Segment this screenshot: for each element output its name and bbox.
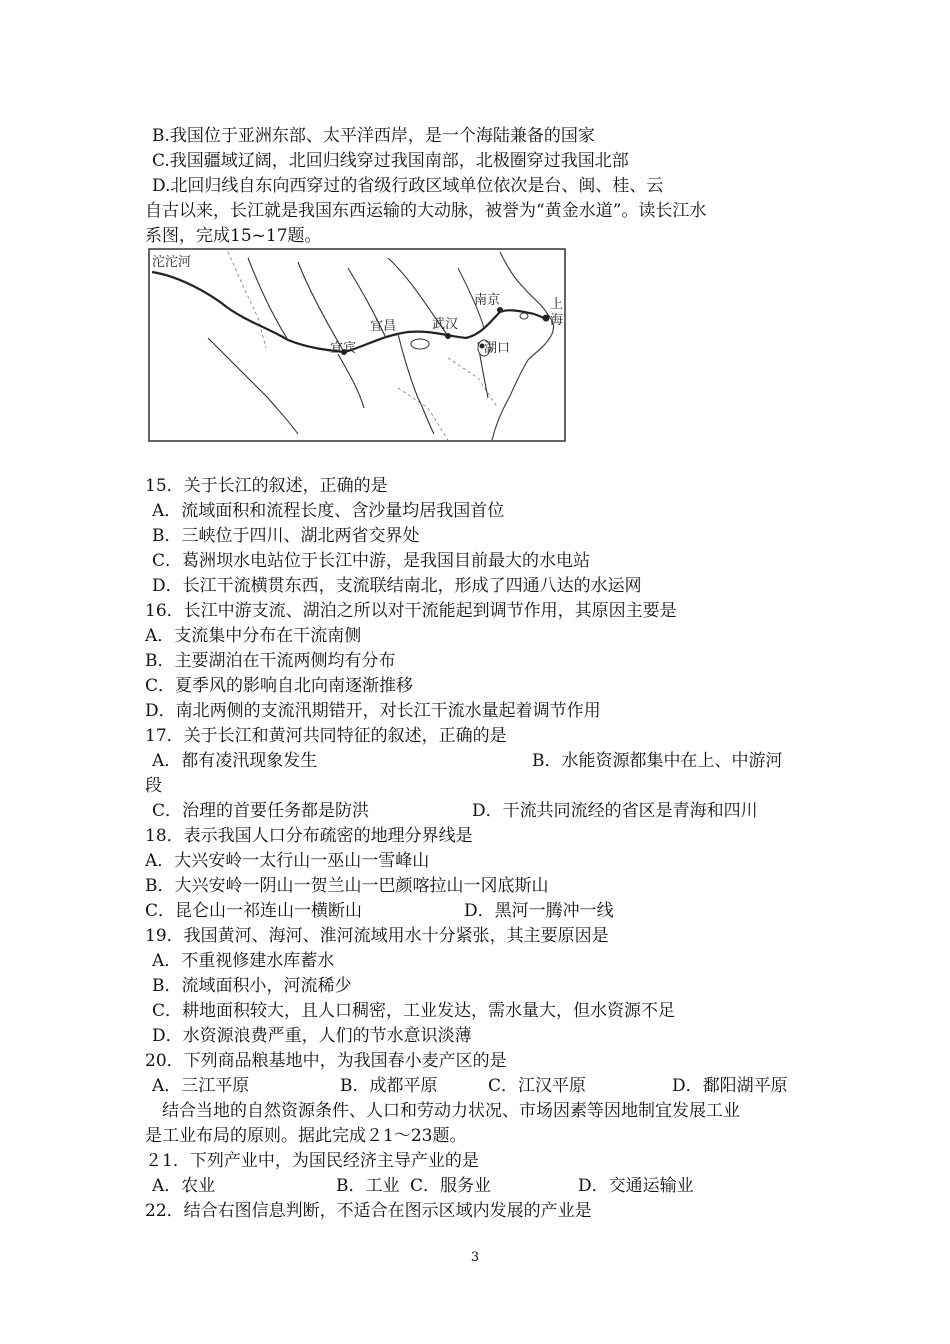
q21-stem: ２1．下列产业中，为国民经济主导产业的是 (145, 1151, 479, 1171)
q20-option-a: A．三江平原 (152, 1076, 250, 1096)
q15-option-c: C．葛洲坝水电站位于长江中游，是我国目前最大的水电站 (152, 551, 591, 571)
q18-option-a: A．大兴安岭一太行山一巫山一雪峰山 (145, 851, 430, 871)
q16-option-d: D．南北两侧的支流汛期错开，对长江干流水量起着调节作用 (145, 701, 601, 721)
option-c-line: C.我国疆域辽阔，北回归线穿过我国南部，北极圈穿过我国北部 (152, 151, 629, 171)
label-yibin: 宜宾 (330, 341, 357, 356)
q19-stem: 19．我国黄河、海河、淮河流域用水十分紧张，其主要原因是 (145, 926, 609, 946)
option-d-line: D.北回归线自东向西穿过的省级行政区域单位依次是台、闽、桂、云 (152, 176, 664, 196)
q15-option-a: A．流域面积和流程长度、含沙量均居我国首位 (152, 501, 505, 521)
q18-option-c: C．昆仑山一祁连山一横断山 (145, 901, 363, 921)
q16-option-a: A．支流集中分布在干流南侧 (145, 626, 362, 646)
q15-option-b: B．三峡位于四川、湖北两省交界处 (152, 526, 420, 546)
q19-option-d: D．水资源浪费严重，人们的节水意识淡薄 (152, 1026, 472, 1046)
intro2-line-1: 结合当地的自然资源条件、人口和劳动力状况、市场因素等因地制宜发展工业 (162, 1101, 740, 1121)
intro2-line-2: 是工业布局的原则。据此完成２1～23题。 (145, 1126, 467, 1146)
q19-option-b: B．流域面积小，河流稀少 (152, 976, 352, 996)
shanghai-marker (543, 315, 550, 322)
page-number: 3 (470, 1250, 480, 1265)
label-tuotuo-river: 沱沱河 (152, 255, 192, 270)
label-hukou: 湖口 (484, 341, 511, 356)
q15-stem: 15．关于长江的叙述，正确的是 (145, 476, 388, 496)
q21-option-d: D．交通运输业 (578, 1176, 694, 1196)
q20-option-c: C．江汉平原 (488, 1076, 587, 1096)
q17-option-b-cont: 段 (145, 776, 162, 796)
q17-option-b: B．水能资源都集中在上、中游河 (532, 751, 783, 771)
q17-option-c: C．治理的首要任务都是防洪 (152, 801, 370, 821)
q15-option-d: D．长江干流横贯东西，支流联结南北，形成了四通八达的水运网 (152, 576, 642, 596)
label-yichang: 宜昌 (370, 319, 397, 334)
q20-option-d: D．鄱阳湖平原 (672, 1076, 788, 1096)
intro-line-1: 自古以来，长江就是我国东西运输的大动脉，被誉为“黄金水道”。读长江水 (145, 201, 707, 221)
tai-lake (520, 313, 528, 319)
label-wuhan: 武汉 (432, 317, 459, 332)
q20-stem: 20．下列商品粮基地中，为我国春小麦产区的是 (145, 1051, 507, 1071)
dongting-lake (411, 339, 429, 349)
q17-option-a: A．都有凌汛现象发生 (152, 751, 318, 771)
yangtze-river-map (148, 248, 566, 442)
label-shanghai-1: 上 (550, 297, 564, 312)
label-nanjing: 南京 (474, 293, 501, 308)
q21-option-c: C．服务业 (410, 1176, 492, 1196)
intro-line-2: 系图，完成15~17题。 (145, 226, 322, 246)
q16-option-b: B．主要湖泊在干流两侧均有分布 (145, 651, 396, 671)
q16-stem: 16．长江中游支流、湖泊之所以对干流能起到调节作用，其原因主要是 (145, 601, 677, 621)
q19-option-c: C．耕地面积较大，且人口稠密，工业发达，需水量大，但水资源不足 (152, 1001, 676, 1021)
q16-option-c: C．夏季风的影响自北向南逐渐推移 (145, 676, 414, 696)
q18-stem: 18．表示我国人口分布疏密的地理分界线是 (145, 826, 473, 846)
q21-option-a: A．农业 (152, 1176, 216, 1196)
q21-option-b: B．工业 (336, 1176, 400, 1196)
label-shanghai-2: 海 (550, 313, 564, 328)
q19-option-a: A．不重视修建水库蓄水 (152, 951, 335, 971)
q17-option-d: D．干流共同流经的省区是青海和四川 (472, 801, 758, 821)
option-b-line: B.我国位于亚洲东部、太平洋西岸，是一个海陆兼备的国家 (152, 126, 595, 146)
wuhan-marker (445, 333, 451, 339)
q17-stem: 17．关于长江和黄河共同特征的叙述，正确的是 (145, 726, 507, 746)
q22-stem: 22．结合右图信息判断，不适合在图示区域内发展的产业是 (145, 1201, 592, 1221)
q18-option-b: B．大兴安岭一阴山一贺兰山一巴颜喀拉山一冈底斯山 (145, 876, 549, 896)
q20-option-b: B．成都平原 (340, 1076, 438, 1096)
q18-option-d: D．黑河一腾冲一线 (464, 901, 614, 921)
